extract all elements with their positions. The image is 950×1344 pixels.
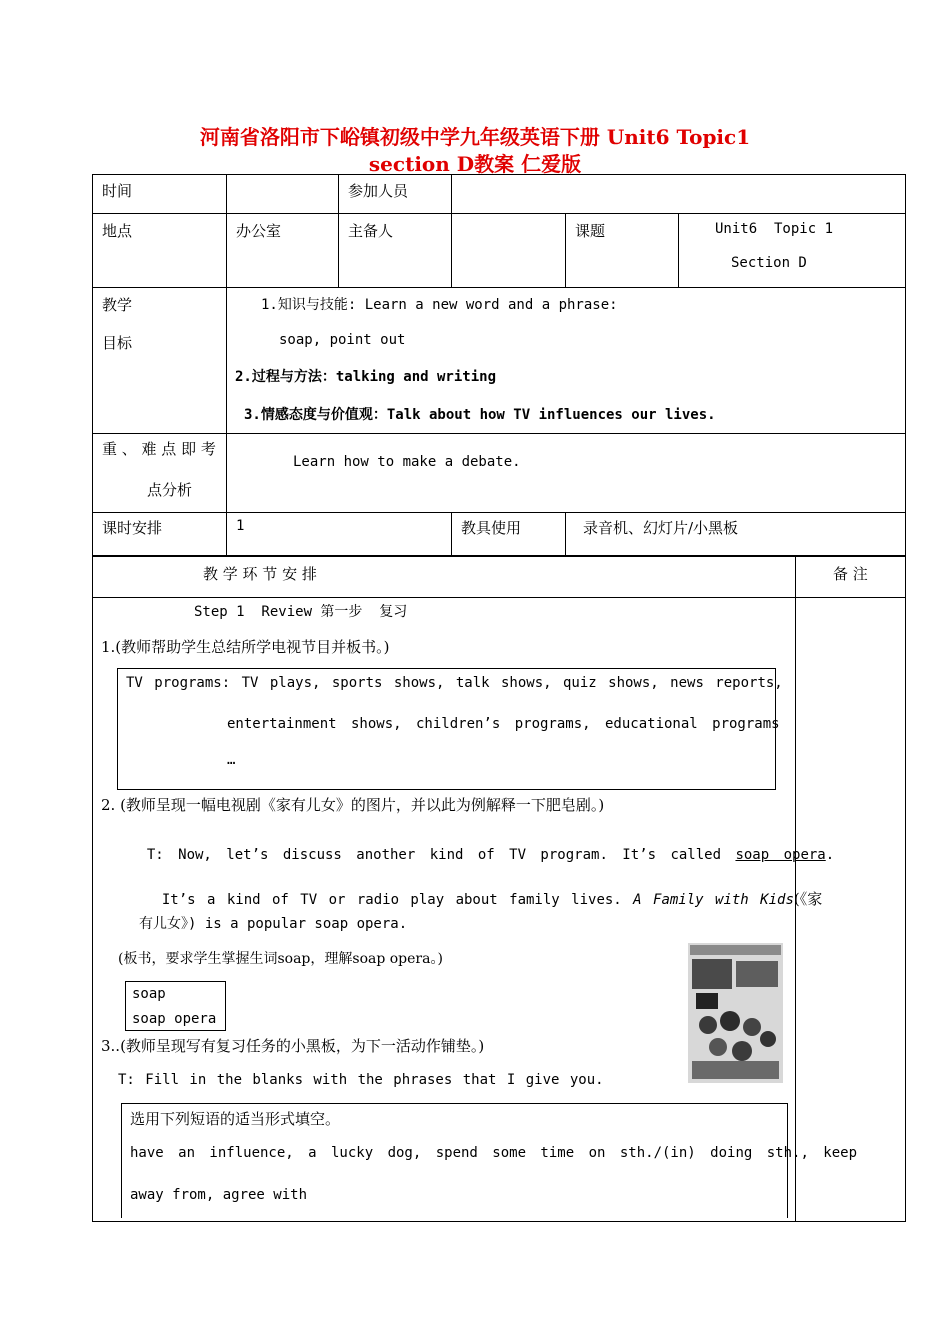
document-title-line1: 河南省洛阳市下峪镇初级中学九年级英语下册 Unit6 Topic1 bbox=[199, 125, 751, 149]
vocabulary-line2: soap opera bbox=[132, 1011, 217, 1027]
tv-programs-line1: TV programs: TV plays, sports shows, talk shows, quiz shows, news reports, bbox=[126, 675, 783, 691]
tools-value: 录音机、幻灯片/小黑板 bbox=[583, 519, 739, 537]
goals-value-cell bbox=[227, 288, 906, 434]
document-title-line2: section D教案 仁爱版 bbox=[368, 152, 582, 176]
time-value-cell bbox=[227, 175, 339, 214]
goal-1b: soap, point out bbox=[279, 332, 406, 348]
teacher-line3: 有儿女》) is a popular soap opera. bbox=[139, 916, 408, 932]
tools-value-cell bbox=[566, 513, 906, 556]
topic-value-line2: Section D bbox=[731, 255, 807, 271]
schedule-value-cell bbox=[227, 513, 452, 556]
item2-text: 2. (教师呈现一幅电视剧《家有儿女》的图片，并以此为例解释一下肥皂剧。) bbox=[101, 796, 605, 814]
steps-header: 教 学 环 节 安 排 bbox=[203, 565, 317, 583]
goals-label-line2: 目标 bbox=[102, 334, 133, 352]
step1-heading: Step 1 Review 第一步 复习 bbox=[194, 604, 408, 620]
schedule-label: 课时安排 bbox=[102, 519, 163, 537]
teacher-line2 bbox=[139, 872, 822, 909]
soap-opera-underlined: soap opera bbox=[735, 847, 826, 863]
participants-label: 参加人员 bbox=[348, 182, 409, 200]
teacher-line1 bbox=[118, 831, 834, 863]
steps-header-cell bbox=[93, 557, 796, 598]
notes-content-cell bbox=[793, 598, 906, 1222]
tv-programs-line2: entertainment shows, children’s programs, educational programs bbox=[227, 716, 780, 732]
place-label: 地点 bbox=[102, 222, 133, 240]
key-points-label-cell bbox=[93, 434, 227, 513]
preparer-label: 主备人 bbox=[348, 222, 394, 240]
tools-label-cell bbox=[452, 513, 566, 556]
key-points-value-cell bbox=[227, 434, 906, 513]
tools-label: 教具使用 bbox=[461, 519, 522, 537]
exercise-instruction: 选用下列短语的适当形式填空。 bbox=[130, 1110, 341, 1128]
goal-1: 1.知识与技能: Learn a new word and a phrase: bbox=[261, 297, 618, 313]
goals-label-cell bbox=[93, 288, 227, 434]
topic-value-cell bbox=[679, 214, 906, 288]
preparer-label-cell bbox=[339, 214, 452, 288]
teacher-line2-end: (《家 bbox=[793, 890, 823, 908]
board-note: (板书，要求学生掌握生词soap，理解soap opera。) bbox=[118, 951, 443, 967]
teacher-line2-text: It’s a kind of TV or radio play about family lives. bbox=[161, 892, 634, 908]
time-label: 时间 bbox=[102, 182, 133, 200]
place-value-cell bbox=[227, 214, 339, 288]
item1-text: 1.(教师帮助学生总结所学电视节目并板书。) bbox=[101, 638, 390, 656]
participants-label-cell bbox=[339, 175, 452, 214]
vocabulary-line1: soap bbox=[132, 986, 166, 1002]
schedule-value: 1 bbox=[236, 518, 245, 534]
topic-label: 课题 bbox=[575, 222, 606, 240]
lesson-info-table bbox=[92, 174, 906, 556]
item3-text: 3..(教师呈现写有复习任务的小黑板，为下一活动作铺垫。) bbox=[101, 1037, 485, 1055]
key-points-value: Learn how to make a debate. bbox=[293, 454, 521, 470]
place-value: 办公室 bbox=[236, 222, 282, 240]
place-label-cell bbox=[93, 214, 227, 288]
notes-header: 备 注 bbox=[833, 565, 868, 583]
tv-drama-poster-image bbox=[688, 943, 783, 1083]
tv-programs-line3: … bbox=[227, 752, 236, 768]
goal-2: 2.过程与方法：talking and writing bbox=[235, 369, 497, 385]
key-points-label-line2: 点分析 bbox=[147, 481, 193, 499]
participants-value-cell bbox=[452, 175, 906, 214]
time-label-cell bbox=[93, 175, 227, 214]
schedule-label-cell bbox=[93, 513, 227, 556]
goals-label-line1: 教学 bbox=[102, 296, 133, 314]
exercise-phrases-line2: away from, agree with bbox=[130, 1187, 308, 1203]
teacher-line1-end: . bbox=[825, 847, 835, 863]
teacher-line1-text: T: Now, let’s discuss another kind of TV program. It’s called bbox=[146, 847, 736, 863]
goal-3: 3.情感态度与价值观：Talk about how TV influences our lives. bbox=[244, 407, 716, 423]
topic-label-cell bbox=[566, 214, 679, 288]
teacher-instruction: T: Fill in the blanks with the phrases that I give you. bbox=[118, 1072, 604, 1088]
topic-value-line1: Unit6 Topic 1 bbox=[715, 221, 834, 237]
teacher-line2-italic: A Family with Kids bbox=[633, 892, 794, 908]
exercise-phrases-line1: have an influence, a lucky dog, spend some time on sth./(in) doing sth., keep bbox=[130, 1145, 858, 1161]
key-points-label-line1: 重 、 难 点 即 考 bbox=[102, 440, 216, 458]
preparer-value-cell bbox=[452, 214, 566, 288]
notes-header-cell bbox=[796, 557, 906, 598]
